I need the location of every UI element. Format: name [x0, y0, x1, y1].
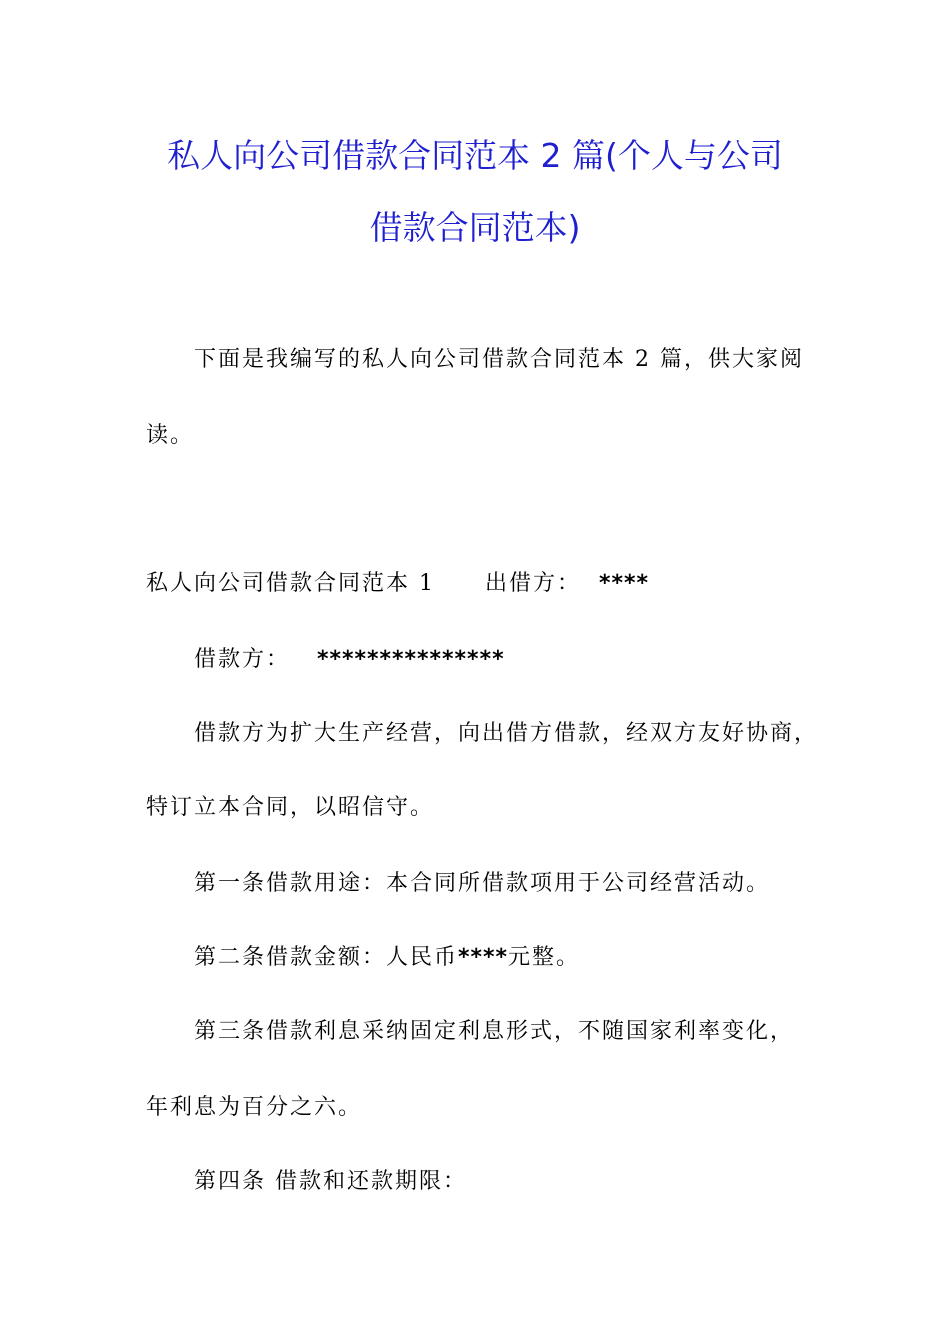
borrower-line — [194, 645, 505, 675]
intro-paragraph-line-2: 读。 — [146, 423, 195, 448]
document-title-line-1: 私人向公司借款合同范本 2 篇(个人与公司 — [167, 136, 783, 175]
purpose-paragraph-line-2: 特订立本合同，以昭信守。 — [146, 795, 435, 820]
lender-value: **** — [599, 571, 650, 596]
section-heading: 私人向公司借款合同范本 1 — [146, 571, 435, 596]
contract-header-line — [146, 569, 649, 599]
article-4: 第四条 借款和还款期限： — [194, 1169, 467, 1194]
borrower-value: *************** — [317, 647, 505, 672]
borrower-label: 借款方： — [194, 647, 291, 672]
article-2-suffix: 元整。 — [508, 945, 581, 970]
article-2-prefix: 第二条借款金额：人民币 — [194, 945, 459, 970]
article-3-line-2: 年利息为百分之六。 — [146, 1095, 363, 1120]
purpose-paragraph-line-1: 借款方为扩大生产经营，向出借方借款，经双方友好协商， — [194, 721, 819, 746]
article-2-amount: **** — [458, 945, 509, 970]
intro-paragraph-line-1: 下面是我编写的私人向公司借款合同范本 2 篇，供大家阅 — [194, 347, 804, 372]
article-3-line-1: 第三条借款利息采纳固定利息形式，不随国家利率变化， — [194, 1019, 795, 1044]
document-title-line-2: 借款合同范本) — [369, 208, 581, 247]
article-2 — [194, 943, 580, 973]
article-1: 第一条借款用途：本合同所借款项用于公司经营活动。 — [194, 871, 771, 896]
lender-label: 出借方： — [485, 571, 582, 596]
